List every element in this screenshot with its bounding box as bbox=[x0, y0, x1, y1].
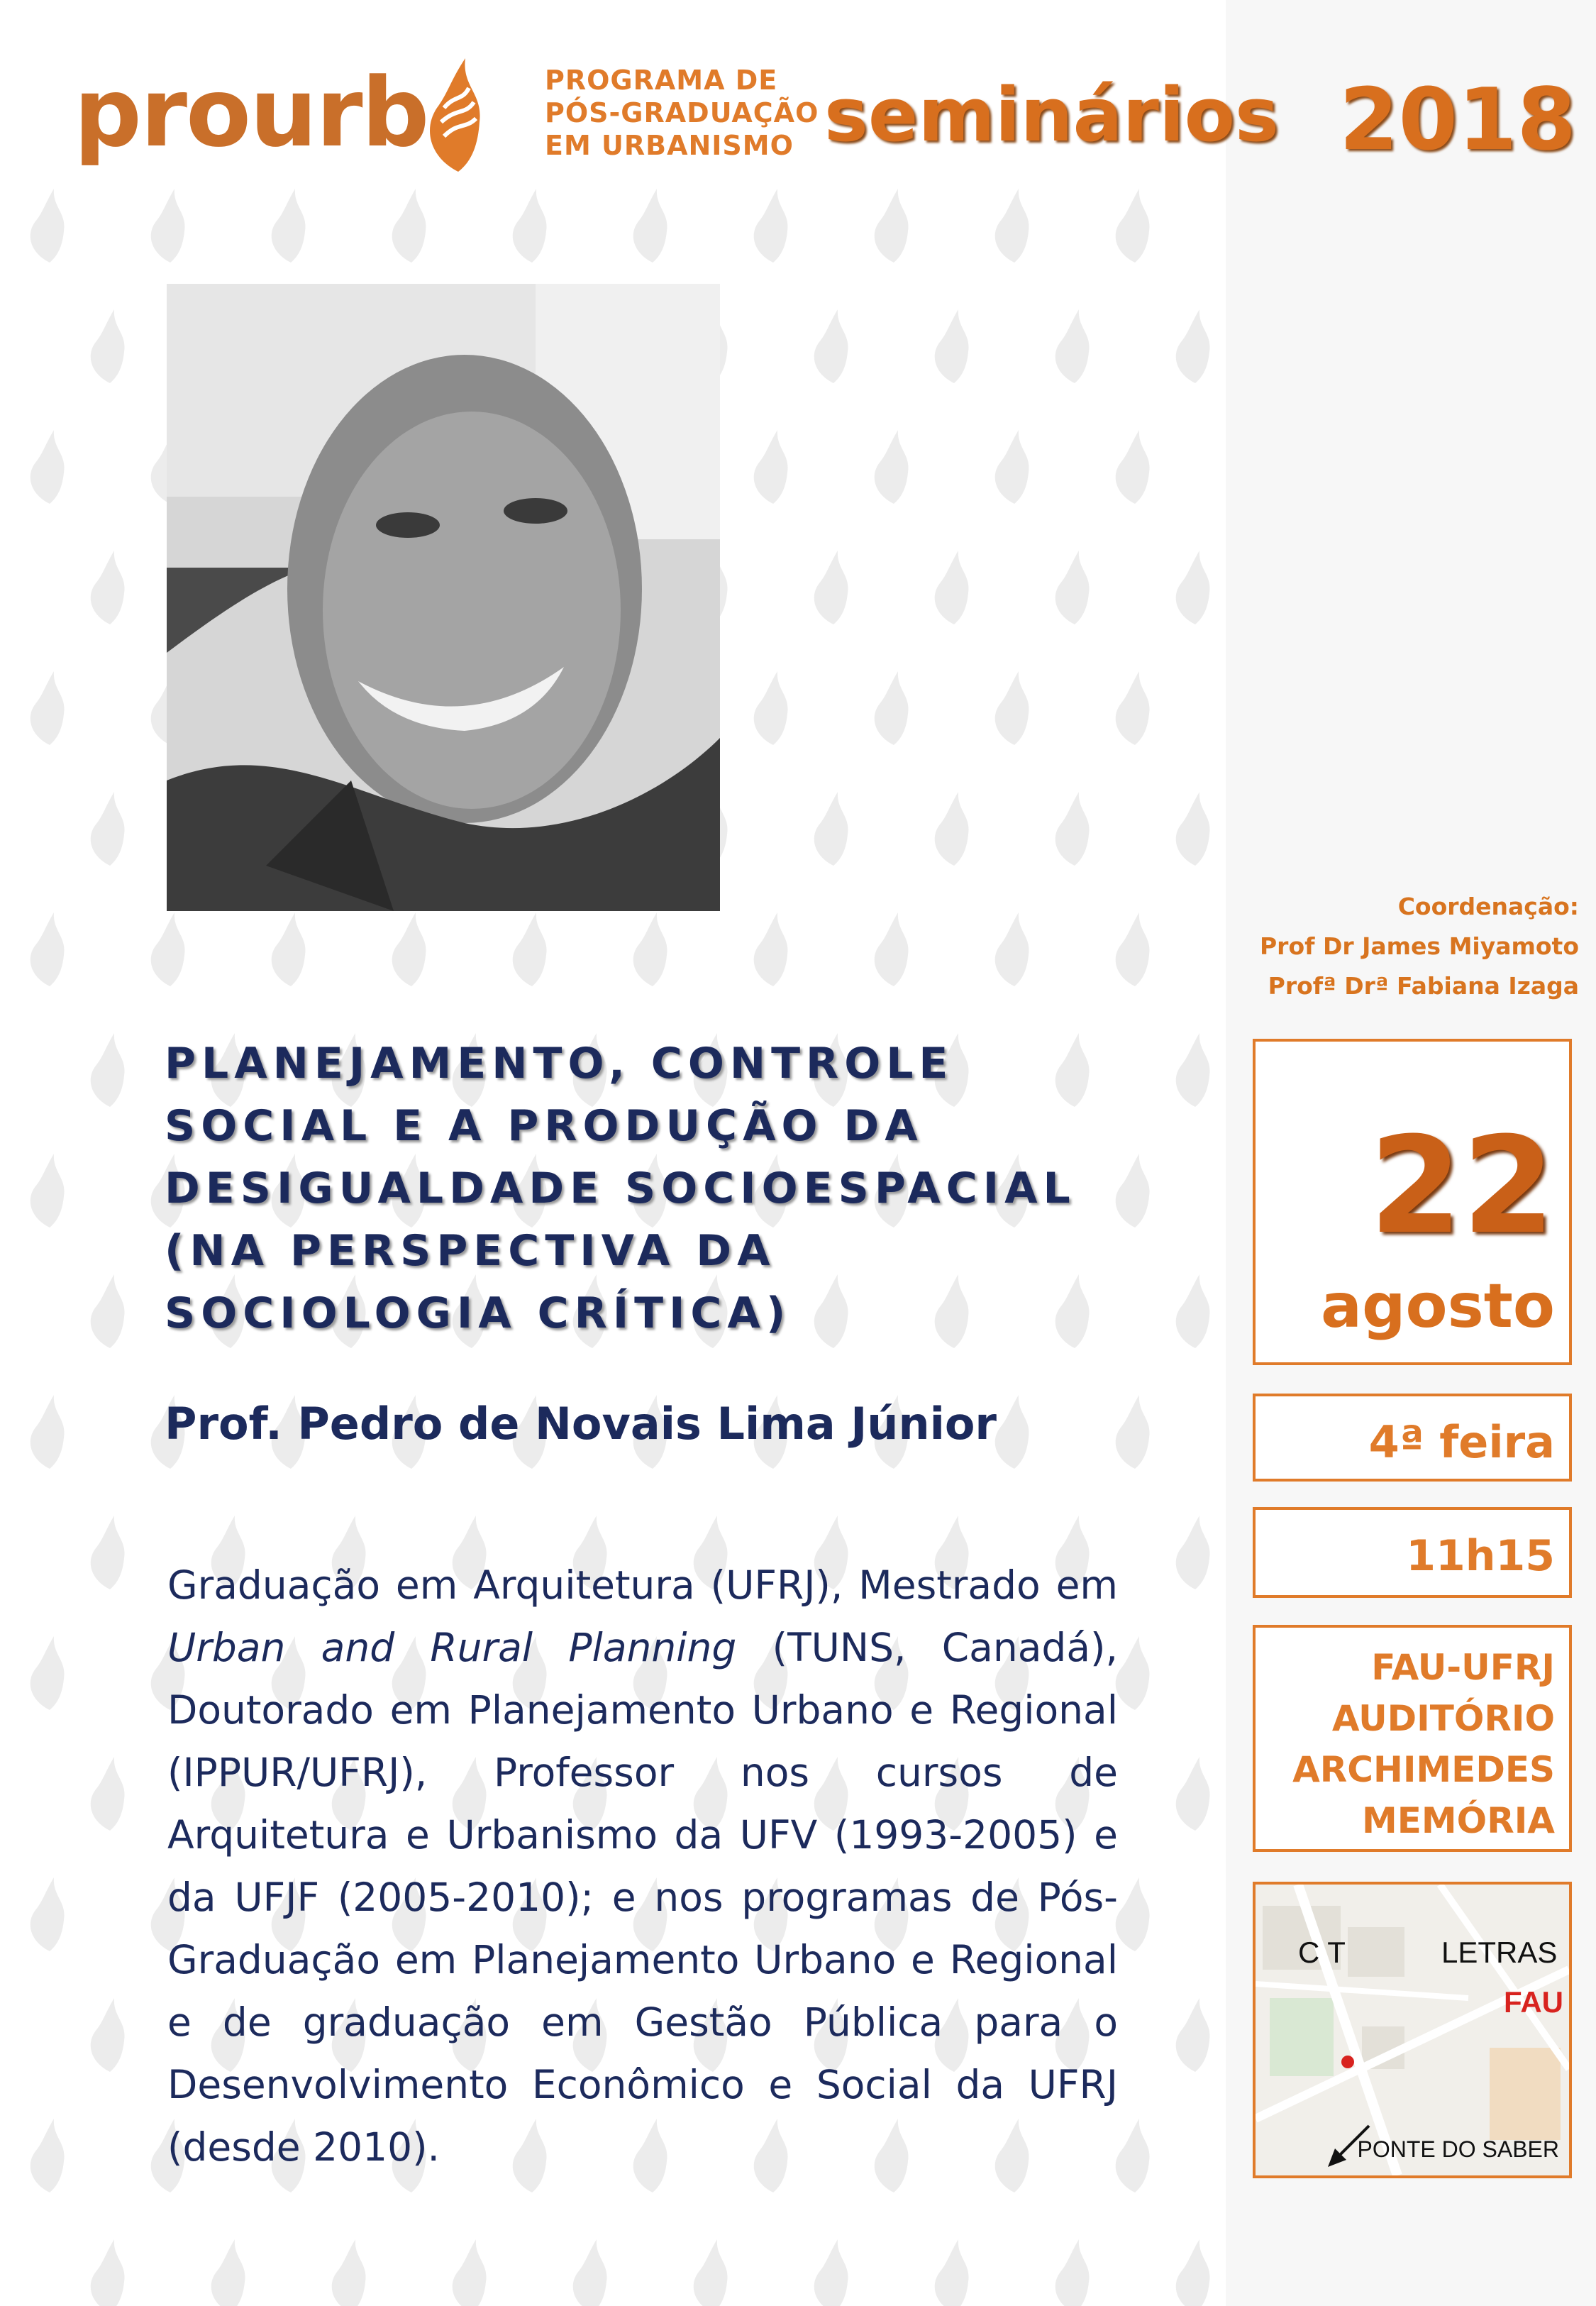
watermark-flame bbox=[814, 2239, 848, 2306]
speaker-name: Prof. Pedro de Novais Lima Júnior bbox=[165, 1398, 997, 1450]
watermark-flame bbox=[1116, 430, 1150, 504]
watermark-flame bbox=[754, 430, 788, 504]
watermark-flame bbox=[754, 189, 788, 263]
watermark-flame bbox=[995, 912, 1029, 986]
location-map bbox=[1253, 1882, 1572, 2178]
watermark-flame bbox=[995, 430, 1029, 504]
watermark-flame bbox=[995, 671, 1029, 745]
watermark-flame bbox=[392, 189, 426, 263]
date-month: agosto bbox=[1320, 1271, 1555, 1342]
watermark-flame bbox=[272, 912, 306, 986]
watermark-flame bbox=[453, 2239, 487, 2306]
watermark-flame bbox=[513, 912, 547, 986]
watermark-flame bbox=[31, 1395, 65, 1469]
talk-title: PLANEJAMENTO, CONTROLE SOCIAL E A PRODUÇÃO DA DESIGUALDADE SOCIOESPACIAL (NA PERSPECTIVA DA SOCIOLOGIA CRÍTICA) bbox=[165, 1039, 1076, 1338]
watermark-flame bbox=[995, 1395, 1029, 1469]
watermark-flame bbox=[814, 551, 848, 624]
weekday: 4ª feira bbox=[1368, 1416, 1555, 1468]
watermark-flame bbox=[31, 2119, 65, 2192]
watermark-flame bbox=[151, 912, 185, 986]
watermark-flame bbox=[91, 1757, 125, 1831]
watermark-flame bbox=[513, 189, 547, 263]
date-day: 22 bbox=[1369, 1108, 1555, 1264]
program-name: PROGRAMA DE PÓS-GRADUAÇÃO EM URBANISMO bbox=[545, 65, 819, 161]
coordinator-1: Prof Dr James Miyamoto bbox=[1259, 932, 1579, 960]
date-box bbox=[1253, 1039, 1572, 1365]
watermark-flame bbox=[332, 2239, 366, 2306]
watermark-flame bbox=[1176, 309, 1210, 383]
watermark-flame bbox=[91, 309, 125, 383]
watermark-flame bbox=[91, 1516, 125, 1589]
watermark-flame bbox=[211, 2239, 245, 2306]
year-title: 2018 bbox=[1339, 71, 1576, 170]
watermark-flame bbox=[31, 912, 65, 986]
watermark-flame bbox=[1116, 1636, 1150, 1710]
watermark-flame bbox=[1116, 189, 1150, 263]
watermark-flame bbox=[91, 1998, 125, 2072]
watermark-flame bbox=[1176, 792, 1210, 866]
watermark-flame bbox=[633, 189, 667, 263]
watermark-flame bbox=[1055, 551, 1090, 624]
watermark-flame bbox=[754, 671, 788, 745]
watermark-flame bbox=[875, 430, 909, 504]
watermark-flame bbox=[875, 671, 909, 745]
watermark-flame bbox=[272, 189, 306, 263]
watermark-flame bbox=[573, 2239, 607, 2306]
event-time: 11h15 bbox=[1406, 1531, 1555, 1581]
speaker-portrait-icon bbox=[167, 284, 720, 911]
map-icon bbox=[1256, 1885, 1569, 2175]
bio-italic: Urban and Rural Planning bbox=[167, 1625, 737, 1670]
watermark-flame bbox=[875, 912, 909, 986]
watermark-flame bbox=[91, 1033, 125, 1107]
watermark-flame bbox=[1176, 1033, 1210, 1107]
watermark-flame bbox=[1176, 1274, 1210, 1348]
watermark-flame bbox=[91, 792, 125, 866]
watermark-flame bbox=[935, 2239, 969, 2306]
watermark-flame bbox=[151, 189, 185, 263]
watermark-flame bbox=[91, 1274, 125, 1348]
watermark-flame bbox=[31, 1636, 65, 1710]
speaker-photo bbox=[167, 284, 720, 911]
prourb-logo-word: prourb bbox=[74, 57, 428, 168]
time-box bbox=[1253, 1507, 1572, 1598]
watermark-flame bbox=[1055, 792, 1090, 866]
watermark-flame bbox=[31, 1154, 65, 1228]
watermark-flame bbox=[1116, 671, 1150, 745]
map-label-ct: C T bbox=[1298, 1936, 1346, 1969]
coordinator-2: Profª Drª Fabiana Izaga bbox=[1268, 972, 1579, 1000]
watermark-flame bbox=[1176, 1757, 1210, 1831]
watermark-flame bbox=[31, 1877, 65, 1951]
watermark-flame bbox=[935, 792, 969, 866]
watermark-flame bbox=[91, 551, 125, 624]
map-label-ponte: PONTE DO SABER bbox=[1357, 2136, 1559, 2162]
watermark-flame bbox=[694, 2239, 728, 2306]
coordination bbox=[1260, 887, 1579, 1006]
watermark-flame bbox=[1176, 1516, 1210, 1589]
watermark-flame bbox=[1055, 2239, 1090, 2306]
watermark-flame bbox=[31, 430, 65, 504]
watermark-flame bbox=[935, 551, 969, 624]
watermark-flame bbox=[1116, 2119, 1150, 2192]
watermark-flame bbox=[995, 189, 1029, 263]
watermark-flame bbox=[91, 2239, 125, 2306]
watermark-flame bbox=[31, 671, 65, 745]
map-label-letras: LETRAS bbox=[1441, 1936, 1558, 1969]
map-label-fau: FAU bbox=[1504, 1985, 1563, 2019]
venue-box bbox=[1253, 1625, 1572, 1852]
watermark-flame bbox=[1055, 309, 1090, 383]
watermark-flame bbox=[1116, 912, 1150, 986]
weekday-box bbox=[1253, 1394, 1572, 1482]
watermark-flame bbox=[31, 189, 65, 263]
series-title: seminários bbox=[824, 72, 1279, 158]
coordination-label: Coordenação: bbox=[1397, 893, 1579, 920]
prourb-flame-icon bbox=[416, 51, 501, 179]
watermark-flame bbox=[935, 309, 969, 383]
watermark-flame bbox=[814, 309, 848, 383]
watermark-flame bbox=[754, 912, 788, 986]
venue: FAU-UFRJ AUDITÓRIO ARCHIMEDES MEMÓRIA bbox=[1292, 1647, 1555, 1841]
watermark-flame bbox=[633, 912, 667, 986]
speaker-bio: Graduação em Arquitetura (UFRJ), Mestrado em Urban and Rural Planning (TUNS, Canadá), Doutorado em Planejamento Urbano e Regional (IPPUR/UFRJ), Professor nos cursos de Arquitetura e Urbanismo da UFV (1993-2005) e da UFJF (2005-2010); e nos programas de Pós-Graduação em Planejamento Urbano e Regional e de graduação em Gestão Pública para o Desenvolvimento Econômico e Social da UFRJ (desde 2010). bbox=[167, 1562, 1118, 2170]
watermark-flame bbox=[1116, 1877, 1150, 1951]
watermark-flame bbox=[1176, 2239, 1210, 2306]
watermark-flame bbox=[392, 912, 426, 986]
watermark-flame bbox=[1116, 1395, 1150, 1469]
watermark-flame bbox=[814, 792, 848, 866]
watermark-flame bbox=[1176, 1998, 1210, 2072]
watermark-flame bbox=[1176, 551, 1210, 624]
watermark-flame bbox=[875, 189, 909, 263]
